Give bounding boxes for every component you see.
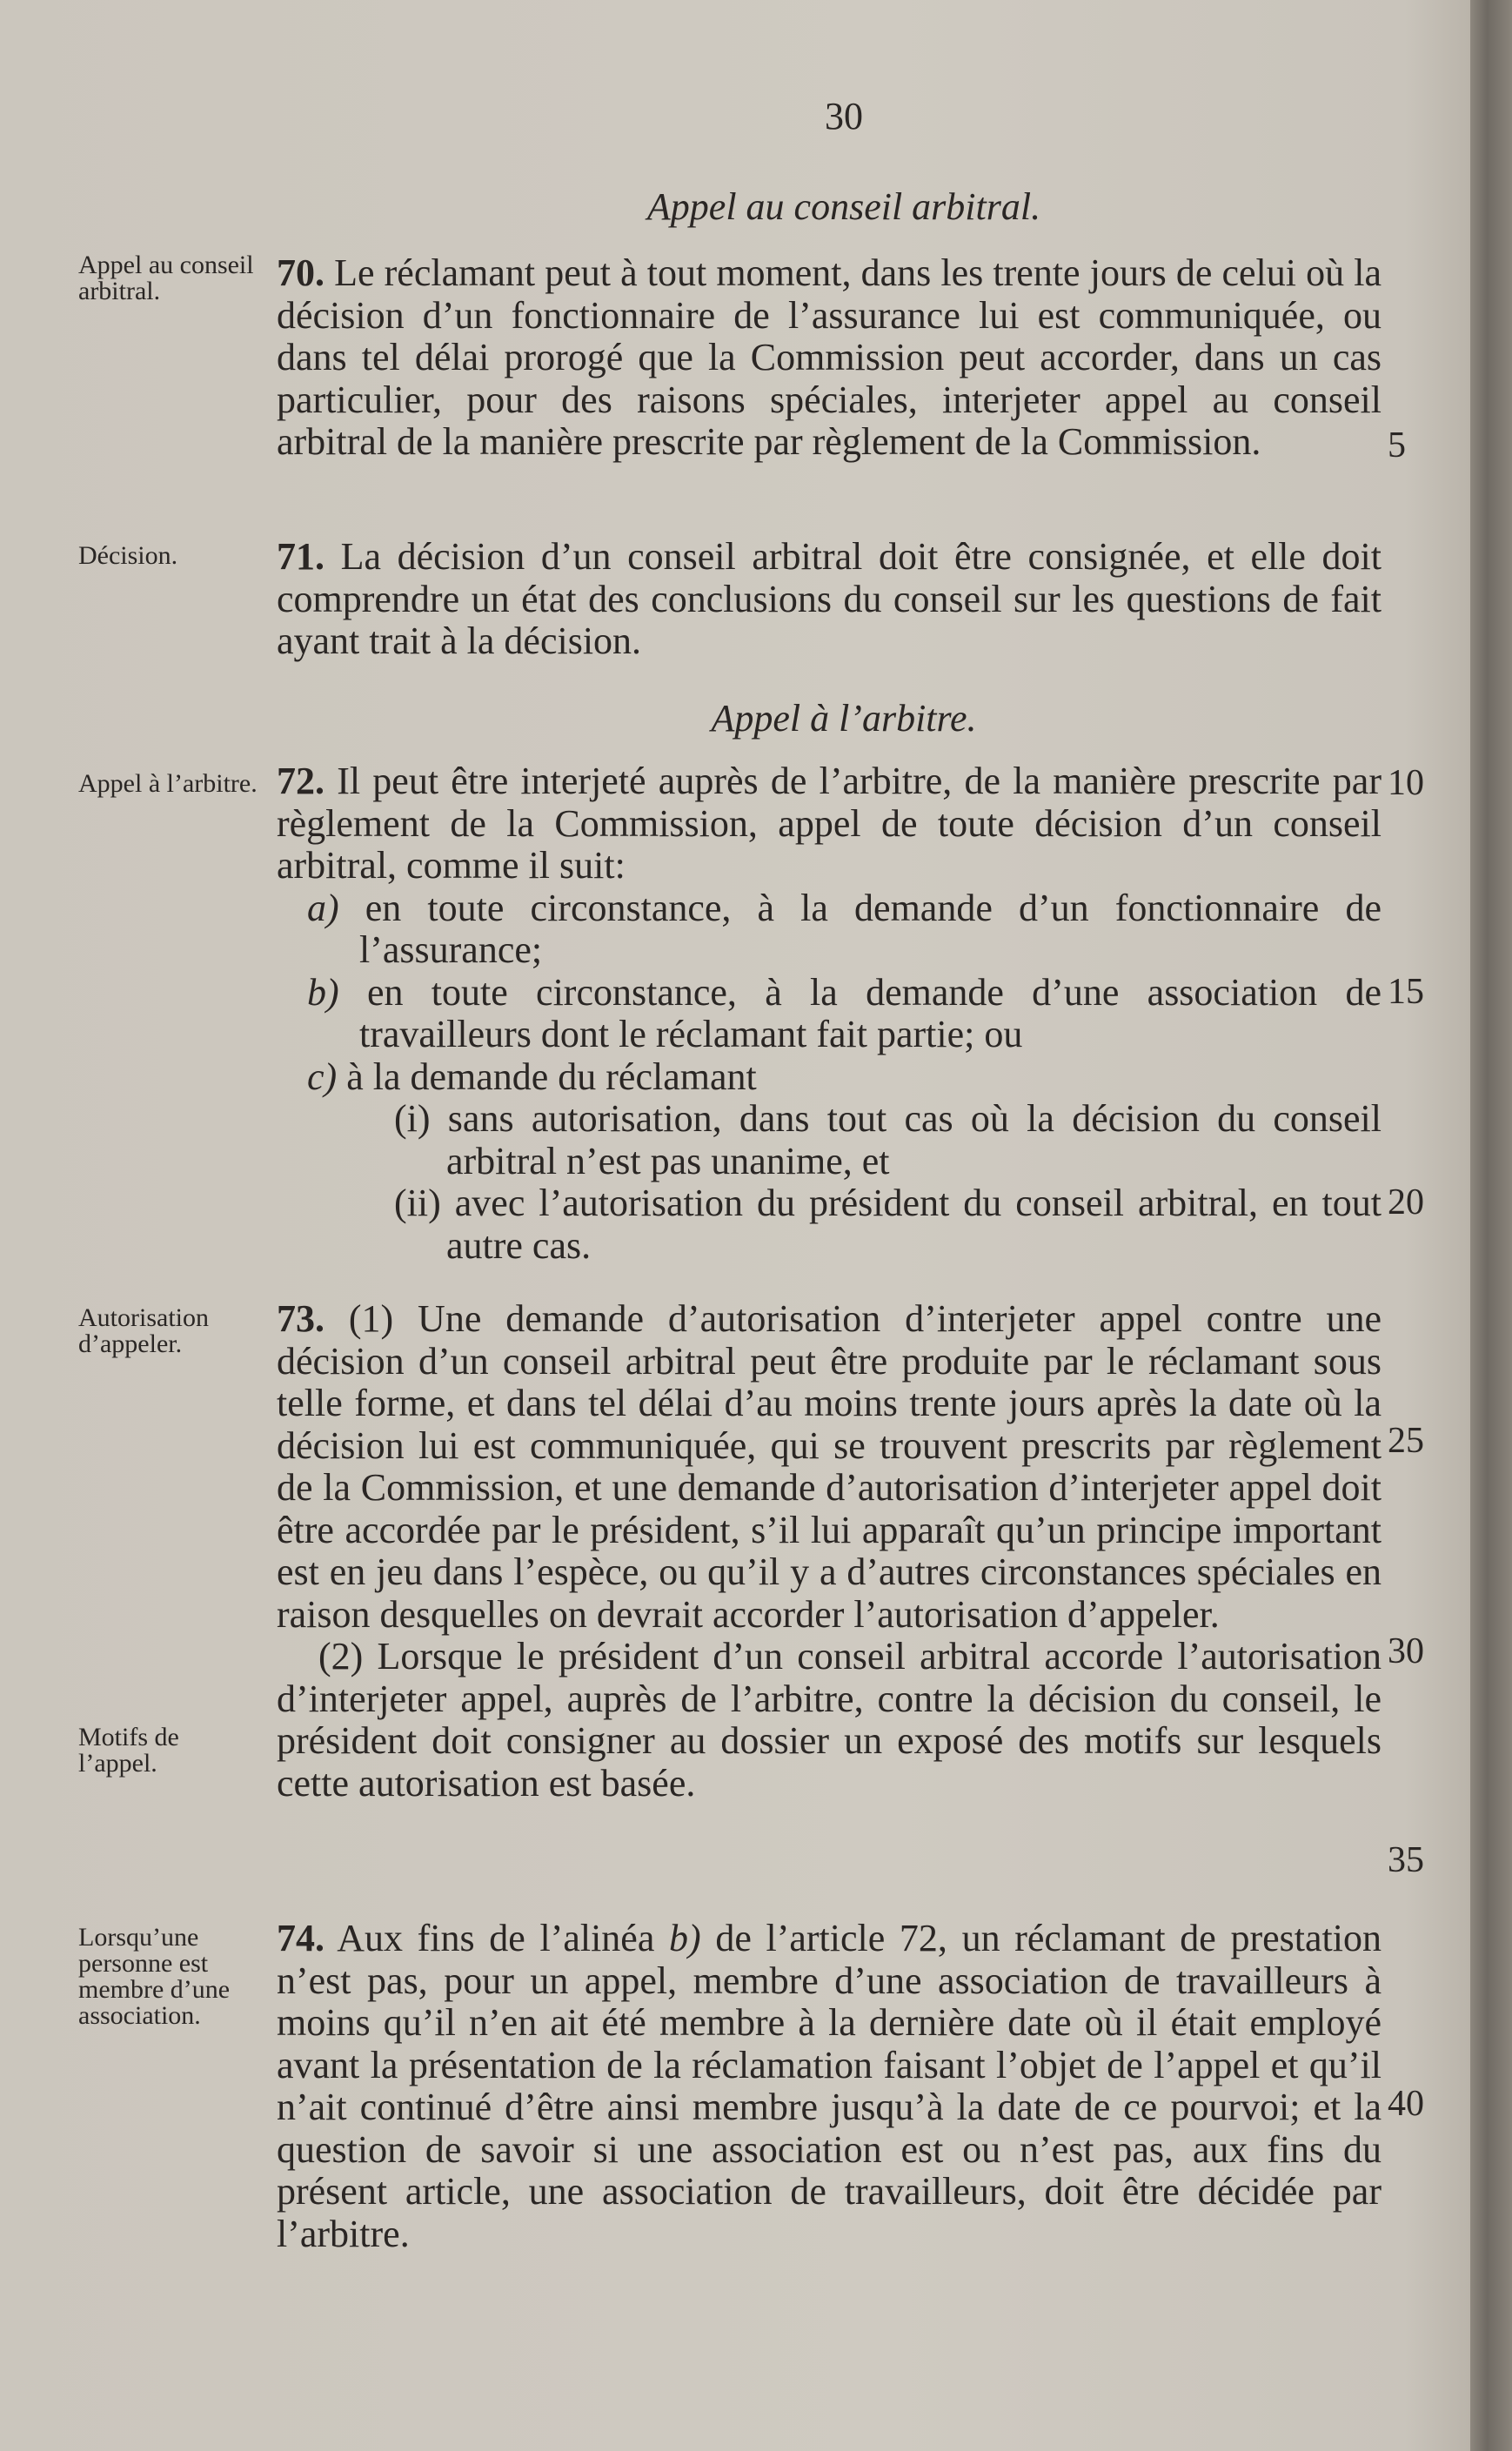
margin-note-s74: Lorsqu’une personne est membre d’une association. [78, 1923, 231, 2030]
list-item [277, 887, 1382, 972]
list-item [277, 1056, 1382, 1099]
section-text: de l’article 72, un réclamant de prestation n’est pas, pour un appel, membre d’une association de travailleurs à moins qu’il n’en ait été membre à la dernière date où il était employé avant la présentation de la réclamation faisant l’objet de l’appel et qu’il n’ait continué d’être ainsi membre jusqu’à la date de ce pourvoi; et la question de savoir si une association est ou n’est pas, aux fins du présent article, une association de travailleurs, doit être décidée par l’arbitre. [277, 1917, 1382, 2255]
section-73 [277, 1298, 1382, 1805]
line-number: 30 [1388, 1631, 1424, 1671]
margin-note-s73-1: Autorisation d’appeler. [78, 1303, 209, 1358]
subitem-number: (i) [394, 1097, 431, 1140]
margin-note-s71: Décision. [78, 541, 178, 570]
line-number: 40 [1388, 2084, 1424, 2124]
section-74 [277, 1918, 1382, 2255]
paragraph-reference: b) [669, 1917, 701, 1959]
section-number: 72. [277, 760, 324, 802]
heading-appel-conseil-arbitral: Appel au conseil arbitral. [646, 185, 1041, 228]
line-number: 5 [1388, 425, 1406, 465]
item-text: en toute circonstance, à la demande d’un fonctionnaire de l’assurance; [338, 886, 1382, 971]
book-spine-shadow [1470, 0, 1512, 2451]
line-number: 15 [1388, 972, 1424, 1012]
subitem-text: sans autorisation, dans tout cas où la décision du conseil arbitral n’est pas unanime, et [430, 1097, 1382, 1182]
margin-note-s72: Appel à l’arbitre. [78, 769, 258, 798]
section-number: 74. [277, 1917, 324, 1959]
section-72 [277, 760, 1382, 1267]
line-number: 20 [1388, 1182, 1424, 1222]
section-number: 70. [277, 251, 324, 294]
line-number: 35 [1388, 1840, 1424, 1880]
sub-list-item [277, 1182, 1382, 1267]
subsection-2: (2) Lorsque le président d’un conseil arbitral accorde l’autorisation d’interjeter appel, auprès de l’arbitre, contre la décision du conseil, le président doit consigner au dossier un exposé des motifs sur lesquels cette autorisation est basée. [277, 1635, 1382, 1805]
item-letter: c) [307, 1055, 338, 1098]
line-number: 10 [1388, 763, 1424, 803]
section-text: Aux fins de l’alinéa [324, 1917, 670, 1959]
item-text: en toute circonstance, à la demande d’une association de travailleurs dont le réclamant fait partie; ou [338, 970, 1382, 1055]
item-text: à la demande du réclamant [337, 1055, 757, 1098]
item-letter: a) [307, 886, 339, 929]
margin-note-s70: Appel au conseil arbitral. [78, 251, 254, 305]
subitem-text: avec l’autorisation du président du conseil arbitral, en tout autre cas. [440, 1182, 1382, 1267]
section-text: Il peut être interjeté auprès de l’arbitre, de la manière prescrite par règlement de la Commission, appel de toute décision d’un conseil arbitral, comme il suit: [277, 760, 1382, 887]
section-text: Le réclamant peut à tout moment, dans les trente jours de celui où la décision d’un fonctionnaire de l’assurance lui est communiquée, ou dans tel délai prorogé que la Commission peut accorder, dans un cas particulier, pour des raisons spéciales, interjeter appel au conseil arbitral de la manière prescrite par règlement de la Commission. [277, 251, 1382, 463]
item-letter: b) [307, 970, 339, 1014]
section-text: (1) Une demande d’autorisation d’interjeter appel contre une décision d’un conseil arbitral peut être produite par le réclamant sous telle forme, et dans tel délai d’au moins trente jours après la date où la décision lui est communiquée, qui se trouvent prescrits par règlement de la Commission, et une demande d’autorisation d’interjeter appel doit être accordée par le président, s’il lui apparaît qu’un principe important est en jeu dans l’espèce, ou qu’il y a d’autres circonstances spéciales en raison desquelles on devrait accorder l’autorisation d’appeler. [277, 1297, 1382, 1636]
page-number: 30 [825, 95, 863, 137]
line-number: 25 [1388, 1421, 1424, 1461]
sub-list-item [277, 1098, 1382, 1182]
section-number: 71. [277, 535, 324, 578]
margin-note-s73-2: Motifs de l’appel. [78, 1723, 179, 1778]
section-text: La décision d’un conseil arbitral doit être consignée, et elle doit comprendre un état des conclusions du conseil sur les questions de fait ayant trait à la décision. [277, 535, 1382, 662]
section-70 [277, 252, 1382, 464]
section-71 [277, 536, 1382, 663]
subitem-number: (ii) [394, 1182, 441, 1224]
section-number: 73. [277, 1297, 324, 1340]
heading-appel-arbitre: Appel à l’arbitre. [711, 697, 977, 740]
list-item [277, 972, 1382, 1056]
